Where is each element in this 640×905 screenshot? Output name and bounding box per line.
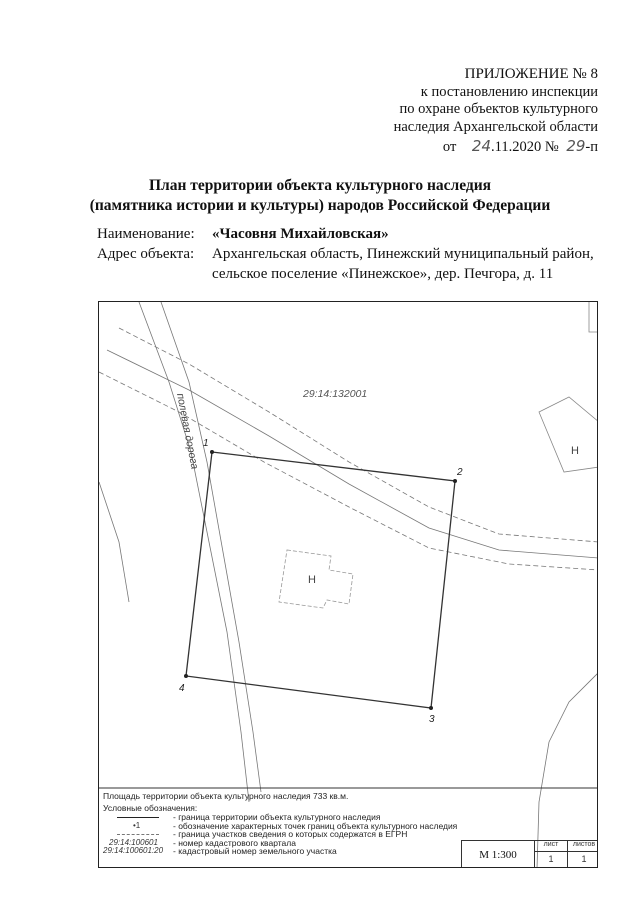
legend-quarter-symbol: 29:14:100601 [109,837,158,847]
boundary-point-4 [184,674,188,678]
date-prefix: от [442,139,457,155]
scale-stamp [461,840,598,868]
appendix-line-1: к постановлению инспекции [420,83,598,100]
legend-point-symbol: •1 [133,820,141,830]
road-edge-line [99,372,598,570]
area-text: Площадь территории объекта культурного наследия 733 кв.м. [103,791,349,801]
building-label: Н [308,574,316,586]
legend-item-text: - обозначение характерных точек границ объекта культурного наследия [173,820,458,831]
legend-dashed-symbol [117,834,159,835]
legend-item [103,847,473,856]
sheet-label: лист [543,841,559,848]
doc-title-line-1: План территории объекта культурного наследия [148,177,492,194]
address-label: Адрес объекта: [97,246,195,262]
legend-item-text: - номер кадастрового квартала [173,837,296,848]
doc-title-line-2: (памятника истории и культуры) народов Российской Федерации [89,197,551,214]
sheets-label: листов [572,841,596,848]
legend-parcel-symbol: 29:14:100601:20 [103,846,164,856]
road-edge-line [139,302,249,802]
address-line-1: Архангельская область, Пинежский муниципальный район, [212,246,594,262]
appendix-line-2: по охране объектов культурного [399,101,598,117]
road-label: полевая дорога [174,392,201,471]
road-edge-line [537,672,598,868]
plan-frame [98,301,598,868]
appendix-heading: ПРИЛОЖЕНИЕ № 8 [464,66,598,82]
date-day: 24 [471,137,492,155]
appendix-header [394,66,598,157]
parcel-boundary [589,302,598,332]
cadastral-quarter-number: 29:14:132001 [303,388,368,400]
legend-heading: Условные обозначения: [103,803,198,813]
sheets-number: 1 [581,854,587,864]
date-rest: .11.2020 № [491,139,559,155]
boundary-point-3 [429,706,433,710]
decree-suffix: -п [585,139,598,155]
legend-line-symbol [117,817,159,818]
road-edge-line [99,482,129,602]
name-value: «Часовня Михайловская» [212,226,389,242]
stamp-divider [534,851,598,852]
legend-item-text: - граница территории объекта культурного наследия [173,812,381,822]
stamp-divider [534,841,535,868]
territory-boundary [186,452,455,708]
plan-map [99,302,598,868]
parcel-boundary [539,397,598,472]
legend-item-text: - граница участков сведения о которых содержатся в ЕГРН [173,829,408,840]
point-label-2: 2 [457,467,463,478]
point-label-4: 4 [179,683,185,694]
building-outline [279,550,353,608]
appendix-date-line [394,138,598,157]
road-edge-line [161,302,261,792]
legend-item-text: - кадастровый номер земельного участка [173,846,337,857]
building-2-label: Н [571,445,579,457]
point-label-1: 1 [203,438,209,449]
address-line-2: сельское поселение «Пинежское», дер. Печгора, д. 11 [212,266,554,282]
appendix-line-3: наследия Архангельской области [393,118,598,135]
legend-list [103,813,473,856]
scale-text: М 1:300 [479,849,517,861]
name-label: Наименование: [97,226,195,242]
point-label-3: 3 [429,714,435,725]
decree-number: 29 [566,137,586,155]
boundary-point-2 [453,479,457,483]
boundary-point-1 [210,450,214,454]
sheet-number: 1 [548,854,554,864]
road-edge-line [107,350,598,558]
